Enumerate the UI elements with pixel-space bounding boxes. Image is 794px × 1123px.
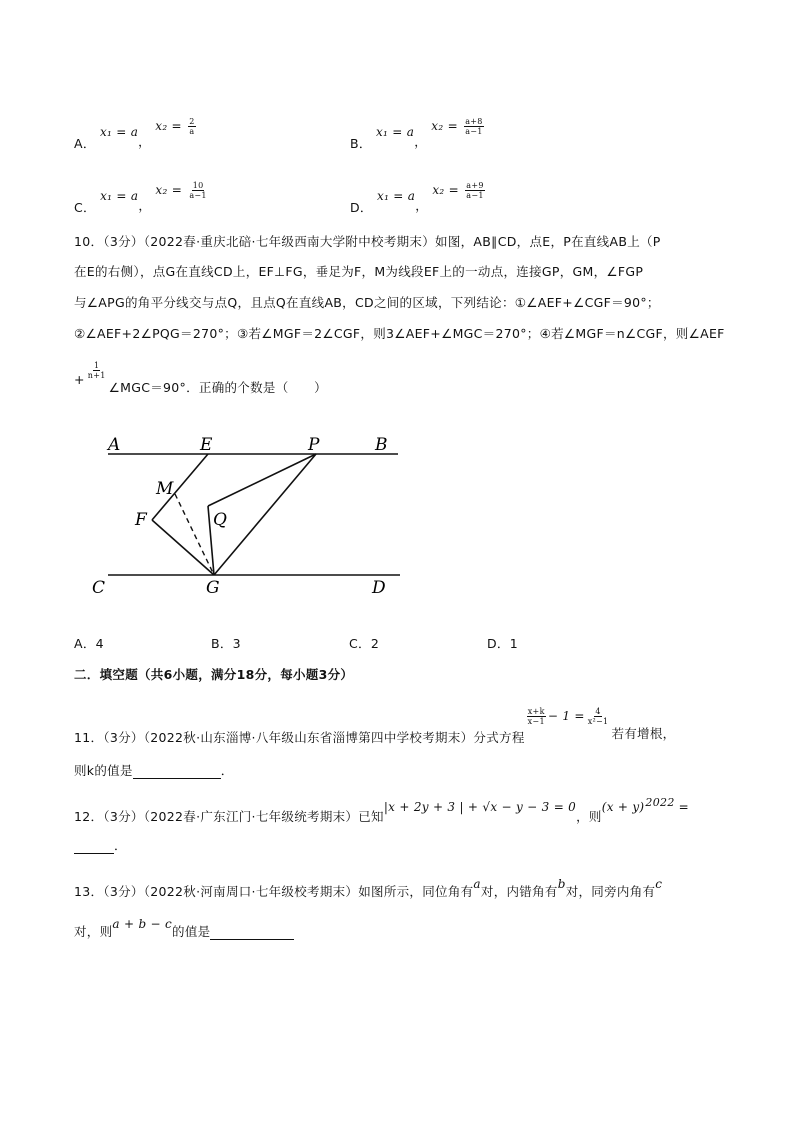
label-c: C [92, 578, 106, 598]
x2-fraction: $\frac{10}{a-1}$ [189, 181, 207, 200]
q10-option-a[interactable]: A．4 [74, 636, 104, 651]
q12-line-1 [74, 796, 689, 825]
x2-fraction: $\frac{a+9}{a-1}$ [466, 181, 484, 200]
q11-line-2 [74, 761, 234, 779]
var-c: c [655, 877, 663, 891]
q10-line-4: ②∠AEF+2∠PQG＝270°；③若∠MGF＝2∠CGF，则3∠AEF+∠MGC＝270°；④若∠MGF＝n∠CGF，则∠AEF [74, 326, 725, 341]
q9-option-b[interactable] [350, 117, 486, 151]
var-a: a [473, 877, 481, 891]
q11-text: 11．（3分）（2022秋·山东淄博·八年级山东省淄博第四中学校考期末）分式方程 [74, 730, 525, 745]
segment-fg [152, 520, 214, 575]
plus-sign: + [74, 372, 85, 387]
comma: ， [138, 134, 151, 149]
q13-line-1 [74, 874, 663, 899]
q12-text: 12．（3分）（2022春·广东江门·七年级统考期末）已知 [74, 809, 384, 825]
x2-fraction: $\frac{2}{a}$ [189, 117, 195, 136]
q10-line-3: 与∠APG的角平分线交与点Q，且点Q在直线AB，CD之间的区域，下列结论：①∠AEF+∠CGF＝90°； [74, 295, 660, 310]
q13-text-c: 对，同旁内角有 [565, 884, 656, 899]
x1-expr: x₁ = a [100, 189, 139, 203]
label-q: Q [213, 510, 227, 530]
x1-expr: x₁ = a [99, 125, 139, 139]
fraction-4-over-x2-1: $\frac{4}{\text{x²−1}}$ [587, 707, 609, 726]
answer-blank[interactable] [133, 766, 221, 779]
q13-expr: a + b − c [112, 917, 173, 931]
period: ． [114, 838, 127, 853]
label-d: D [372, 578, 386, 598]
x2-expr: x₂ = [431, 119, 458, 133]
comma: ， [415, 198, 429, 213]
exponent: 2022 [645, 796, 675, 809]
label-m: M [156, 479, 174, 499]
x2-expr: x₂ = [155, 183, 183, 197]
q9-option-c[interactable] [74, 181, 210, 215]
q10-option-d[interactable]: D．1 [487, 636, 518, 651]
answer-blank[interactable] [210, 927, 294, 940]
segment-pg [214, 454, 316, 575]
q10-tail: ∠MGC＝90°．正确的个数是（ ） [108, 380, 327, 395]
label-f: F [135, 510, 147, 530]
q12-equation: |x + 2y + 3 | + √x − y − 3 = 0 [383, 800, 577, 815]
label-p: P [308, 435, 320, 455]
segment-pq [208, 454, 316, 506]
answer-blank[interactable] [74, 841, 114, 854]
option-letter: C． [74, 200, 96, 215]
q10-line-1: 10．（3分）（2022春·重庆北碚·七年级西南大学附中校考期末）如图，AB∥CD，点E，P在直线AB上（P [74, 234, 661, 249]
period: ． [220, 763, 234, 778]
q13-line2-a: 对，则 [74, 924, 113, 939]
label-e: E [200, 435, 213, 455]
equals-sign: = [678, 800, 689, 815]
label-b: B [375, 435, 388, 455]
x2-fraction: $\frac{a+8}{a-1}$ [465, 117, 483, 136]
label-g: G [206, 578, 220, 598]
option-letter: A． [74, 136, 96, 151]
q12-expression: (x + y) [601, 800, 645, 815]
q12-line-2 [74, 836, 127, 854]
q10-line-2: 在E的右侧），点G在直线CD上，EF⊥FG，垂足为F，M为线段EF上的一动点，连接GP，GM，∠FGP [74, 264, 644, 279]
q11-line-1 [74, 706, 676, 745]
section-2-title: 二．填空题（共6小题，满分18分，每小题3分） [74, 667, 354, 682]
option-letter: B． [350, 136, 372, 151]
fraction-x-plus-k: $\frac{x+k}{x-1}$ [527, 707, 545, 726]
q11-tail: 若有增根， [611, 726, 676, 741]
q10-line-5 [74, 361, 327, 395]
q13-line2-b: 的值是 [172, 924, 211, 939]
geometry-figure [80, 430, 420, 605]
q11-prompt: 则k的值是 [74, 763, 133, 778]
q13-text-b: 对，内错角有 [480, 884, 558, 899]
x2-expr: x₂ = [432, 183, 459, 197]
comma: ， [138, 198, 152, 213]
equation-middle: − 1 = [547, 709, 585, 723]
var-b: b [557, 877, 566, 891]
q13-line-2 [74, 914, 294, 939]
x1-expr: x₁ = a [377, 189, 416, 203]
x2-expr: x₂ = [155, 119, 182, 133]
q12-mid: ，则 [576, 809, 602, 825]
fraction-1-over-n-plus-1: $\frac{1}{n+1}$ [87, 361, 106, 380]
q10-option-b[interactable]: B．3 [211, 636, 241, 651]
q13-text-a: 13．（3分）（2022秋·河南周口·七年级校考期末）如图所示，同位角有 [74, 884, 474, 899]
q9-option-d[interactable] [350, 181, 487, 215]
x1-expr: x₁ = a [375, 125, 415, 139]
q9-option-a[interactable] [74, 117, 198, 151]
label-a: A [108, 435, 121, 455]
q10-option-c[interactable]: C．2 [349, 636, 380, 651]
option-letter: D． [350, 200, 373, 215]
comma: ， [414, 134, 427, 149]
